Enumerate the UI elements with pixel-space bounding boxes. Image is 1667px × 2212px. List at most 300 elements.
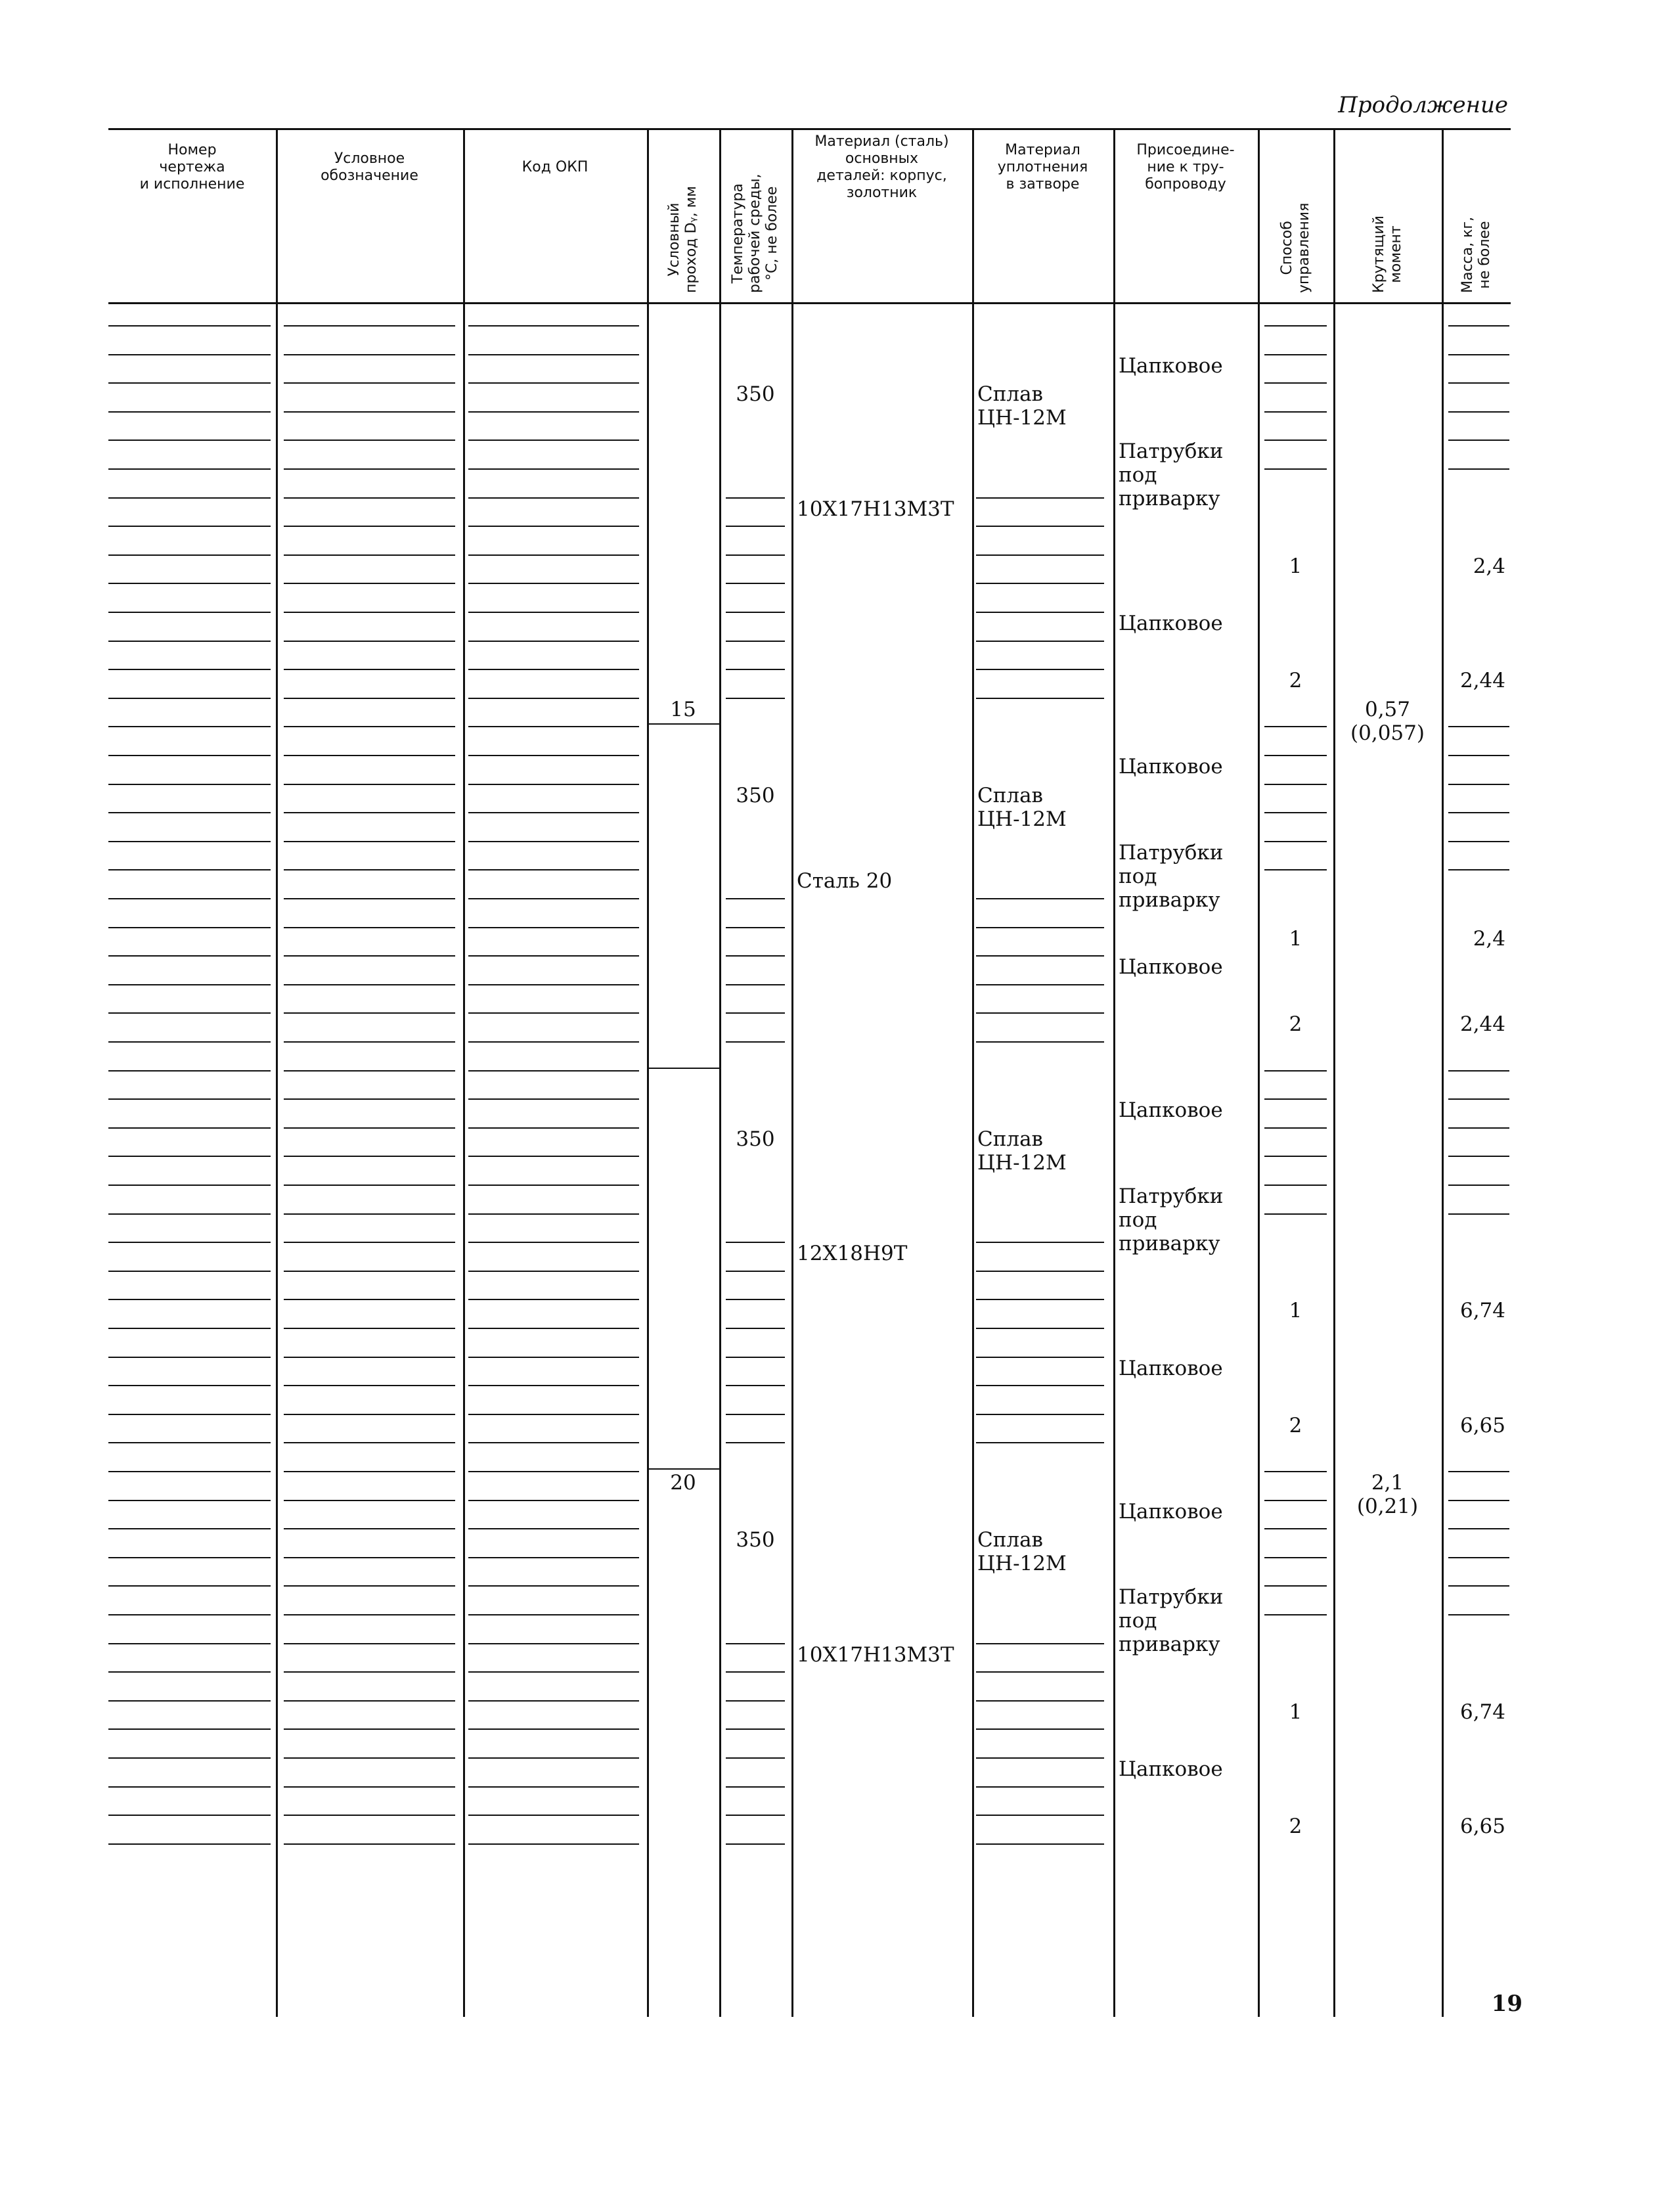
designation xyxy=(284,1414,455,1415)
control-method xyxy=(1264,755,1327,756)
designation xyxy=(284,841,455,842)
control-method xyxy=(1264,1557,1327,1558)
merged-mass: 2,4 xyxy=(1473,554,1505,578)
temperature xyxy=(726,1757,785,1759)
mass xyxy=(1448,1585,1509,1587)
temperature xyxy=(726,1815,785,1816)
merged-mat: 12Х18Н9Т xyxy=(797,1242,908,1266)
drawing-number xyxy=(108,984,271,985)
column-divider xyxy=(1333,128,1335,2017)
merged-conn: Цапковое xyxy=(1119,612,1223,635)
merged-ctl: 2 xyxy=(1289,1413,1302,1437)
drawing-number xyxy=(108,1012,271,1014)
drawing-number xyxy=(108,869,271,870)
mass xyxy=(1448,1098,1509,1100)
control-method xyxy=(1264,1156,1327,1157)
okp-code xyxy=(468,583,639,584)
control-method xyxy=(1264,1098,1327,1100)
seal-material xyxy=(976,1242,1104,1243)
mass xyxy=(1448,841,1509,842)
mass xyxy=(1448,755,1509,756)
temperature xyxy=(726,1357,785,1358)
okp-code xyxy=(468,1271,639,1272)
merged-temp: 350 xyxy=(736,1528,775,1552)
designation xyxy=(284,1471,455,1472)
okp-code xyxy=(468,1643,639,1644)
continuation-label: Продолжение xyxy=(1338,92,1508,118)
okp-code xyxy=(468,755,639,756)
drawing-number xyxy=(108,1299,271,1300)
drawing-number xyxy=(108,526,271,527)
okp-code xyxy=(468,1700,639,1702)
okp-code xyxy=(468,1671,639,1673)
group-rule xyxy=(647,1068,719,1069)
merged-conn: Цапковое xyxy=(1119,1098,1223,1123)
okp-code xyxy=(468,440,639,441)
merged-dn: 20 xyxy=(670,1471,696,1495)
temperature xyxy=(726,1271,785,1272)
drawing-number xyxy=(108,554,271,556)
okp-code xyxy=(468,497,639,499)
drawing-number xyxy=(108,1786,271,1788)
drawing-number xyxy=(108,440,271,441)
okp-code xyxy=(468,382,639,384)
temperature xyxy=(726,554,785,556)
okp-code xyxy=(468,1528,639,1529)
drawing-number xyxy=(108,1156,271,1157)
merged-mass: 2,4 xyxy=(1473,926,1505,951)
okp-code xyxy=(468,927,639,928)
merged-ctl: 1 xyxy=(1289,926,1302,951)
mass xyxy=(1448,1500,1509,1501)
control-method xyxy=(1264,1471,1327,1472)
drawing-number xyxy=(108,841,271,842)
column-divider xyxy=(647,128,649,2017)
seal-material xyxy=(976,955,1104,957)
seal-material xyxy=(976,1442,1104,1443)
okp-code xyxy=(468,1557,639,1558)
temperature xyxy=(726,641,785,642)
header-seal: Материал уплотнения в затворе xyxy=(997,142,1088,192)
designation xyxy=(284,1098,455,1100)
temperature xyxy=(726,1041,785,1043)
temperature xyxy=(726,1442,785,1443)
okp-code xyxy=(468,354,639,355)
temperature xyxy=(726,583,785,584)
drawing-number xyxy=(108,1328,271,1329)
designation xyxy=(284,1728,455,1730)
control-method xyxy=(1264,1185,1327,1186)
drawing-number xyxy=(108,1700,271,1702)
designation xyxy=(284,755,455,756)
mass xyxy=(1448,411,1509,413)
column-divider xyxy=(972,128,974,2017)
designation xyxy=(284,354,455,355)
seal-material xyxy=(976,1357,1104,1358)
merged-mass: 6,65 xyxy=(1459,1815,1505,1839)
mass xyxy=(1448,812,1509,813)
seal-material xyxy=(976,669,1104,670)
merged-conn: Цапковое xyxy=(1119,353,1223,378)
designation xyxy=(284,1614,455,1615)
seal-material xyxy=(976,1671,1104,1673)
seal-material xyxy=(976,1815,1104,1816)
header-connection: Присоедине- ние к тру- бопроводу xyxy=(1136,142,1235,192)
merged-mass: 6,74 xyxy=(1459,1299,1505,1323)
okp-code xyxy=(468,1070,639,1072)
drawing-number xyxy=(108,1528,271,1529)
drawing-number xyxy=(108,325,271,327)
header-control: Способ управления xyxy=(1278,202,1312,293)
drawing-number xyxy=(108,497,271,499)
designation xyxy=(284,1757,455,1759)
okp-code xyxy=(468,468,639,470)
okp-code xyxy=(468,612,639,613)
temperature xyxy=(726,669,785,670)
designation xyxy=(284,1127,455,1129)
merged-conn: Патрубки под приварку xyxy=(1119,1585,1224,1657)
designation xyxy=(284,1213,455,1215)
mass xyxy=(1448,1185,1509,1186)
drawing-number xyxy=(108,1671,271,1673)
okp-code xyxy=(468,1012,639,1014)
okp-code xyxy=(468,984,639,985)
merged-dn: 15 xyxy=(670,697,696,721)
seal-material xyxy=(976,1643,1104,1644)
control-method xyxy=(1264,1585,1327,1587)
page-number: 19 xyxy=(1491,1991,1523,2017)
drawing-number xyxy=(108,1357,271,1358)
mass xyxy=(1448,325,1509,327)
drawing-number xyxy=(108,1070,271,1072)
seal-material xyxy=(976,1843,1104,1845)
drawing-number xyxy=(108,1643,271,1644)
okp-code xyxy=(468,411,639,413)
designation xyxy=(284,1271,455,1272)
mass xyxy=(1448,784,1509,785)
drawing-number xyxy=(108,1242,271,1243)
mass xyxy=(1448,1156,1509,1157)
designation xyxy=(284,1442,455,1443)
designation xyxy=(284,812,455,813)
temperature xyxy=(726,984,785,985)
header-temp: Температура рабочей среды, °C, не более xyxy=(730,173,780,293)
drawing-number xyxy=(108,612,271,613)
merged-torque: 2,1 (0,21) xyxy=(1356,1471,1419,1518)
designation xyxy=(284,955,455,957)
okp-code xyxy=(468,1328,639,1329)
okp-code xyxy=(468,669,639,670)
seal-material xyxy=(976,497,1104,499)
okp-code xyxy=(468,325,639,327)
control-method xyxy=(1264,325,1327,327)
control-method xyxy=(1264,869,1327,870)
drawing-number xyxy=(108,1127,271,1129)
okp-code xyxy=(468,526,639,527)
okp-code xyxy=(468,554,639,556)
control-method xyxy=(1264,1070,1327,1072)
designation xyxy=(284,497,455,499)
merged-conn: Цапковое xyxy=(1119,755,1223,779)
designation xyxy=(284,984,455,985)
designation xyxy=(284,612,455,613)
temperature xyxy=(726,1700,785,1702)
merged-mat: 10Х17Н13М3Т xyxy=(797,1642,954,1667)
designation xyxy=(284,1242,455,1243)
designation xyxy=(284,1700,455,1702)
designation xyxy=(284,1357,455,1358)
okp-code xyxy=(468,726,639,727)
drawing-number xyxy=(108,1185,271,1186)
control-method xyxy=(1264,1213,1327,1215)
designation xyxy=(284,1156,455,1157)
okp-code xyxy=(468,1357,639,1358)
okp-code xyxy=(468,1843,639,1845)
seal-material xyxy=(976,927,1104,928)
control-method xyxy=(1264,841,1327,842)
seal-material xyxy=(976,1328,1104,1329)
designation xyxy=(284,526,455,527)
seal-material xyxy=(976,1700,1104,1702)
control-method xyxy=(1264,1528,1327,1529)
okp-code xyxy=(468,784,639,785)
drawing-number xyxy=(108,1041,271,1043)
drawing-number xyxy=(108,1557,271,1558)
designation xyxy=(284,1012,455,1014)
drawing-number xyxy=(108,1728,271,1730)
drawing-number xyxy=(108,1815,271,1816)
control-method xyxy=(1264,468,1327,470)
designation xyxy=(284,898,455,899)
okp-code xyxy=(468,1414,639,1415)
merged-mat: Сталь 20 xyxy=(797,869,893,893)
seal-material xyxy=(976,984,1104,985)
merged-ctl: 2 xyxy=(1289,669,1302,693)
header-mass: Масса, кг, не более xyxy=(1459,217,1493,293)
seal-material xyxy=(976,554,1104,556)
drawing-number xyxy=(108,784,271,785)
designation xyxy=(284,669,455,670)
mass xyxy=(1448,869,1509,870)
okp-code xyxy=(468,1185,639,1186)
merged-conn: Патрубки под приварку xyxy=(1119,840,1224,912)
seal-material xyxy=(976,698,1104,699)
temperature xyxy=(726,1728,785,1730)
seal-material xyxy=(976,1299,1104,1300)
okp-code xyxy=(468,898,639,899)
merged-mass: 6,65 xyxy=(1459,1413,1505,1437)
okp-code xyxy=(468,1471,639,1472)
drawing-number xyxy=(108,755,271,756)
mass xyxy=(1448,468,1509,470)
merged-seal: Сплав ЦН-12М xyxy=(977,382,1067,430)
drawing-number xyxy=(108,698,271,699)
merged-seal: Сплав ЦН-12М xyxy=(977,1127,1067,1175)
mass xyxy=(1448,1213,1509,1215)
seal-material xyxy=(976,1041,1104,1043)
mass xyxy=(1448,1471,1509,1472)
temperature xyxy=(726,955,785,957)
drawing-number xyxy=(108,1385,271,1386)
okp-code xyxy=(468,1728,639,1730)
temperature xyxy=(726,1385,785,1386)
seal-material xyxy=(976,1786,1104,1788)
drawing-number xyxy=(108,1213,271,1215)
designation xyxy=(284,1671,455,1673)
designation xyxy=(284,583,455,584)
okp-code xyxy=(468,841,639,842)
temperature xyxy=(726,1299,785,1300)
drawing-number xyxy=(108,1442,271,1443)
seal-material xyxy=(976,612,1104,613)
drawing-number xyxy=(108,1471,271,1472)
drawing-number xyxy=(108,382,271,384)
group-rule xyxy=(647,1468,719,1470)
merged-seal: Сплав ЦН-12М xyxy=(977,1528,1067,1576)
designation xyxy=(284,1843,455,1845)
column-divider xyxy=(463,128,465,2017)
group-rule xyxy=(647,723,719,725)
seal-material xyxy=(976,1728,1104,1730)
column-divider xyxy=(791,128,793,2017)
designation xyxy=(284,1328,455,1329)
designation xyxy=(284,468,455,470)
merged-ctl: 1 xyxy=(1289,1299,1302,1323)
designation xyxy=(284,1643,455,1644)
okp-code xyxy=(468,1757,639,1759)
okp-code xyxy=(468,1213,639,1215)
okp-code xyxy=(468,1098,639,1100)
control-method xyxy=(1264,354,1327,355)
temperature xyxy=(726,1328,785,1329)
drawing-number xyxy=(108,641,271,642)
drawing-number xyxy=(108,1271,271,1272)
temperature xyxy=(726,898,785,899)
seal-material xyxy=(976,1414,1104,1415)
mass xyxy=(1448,440,1509,441)
merged-conn: Патрубки под приварку xyxy=(1119,1185,1224,1255)
seal-material xyxy=(976,1757,1104,1759)
okp-code xyxy=(468,1500,639,1501)
merged-conn: Цапковое xyxy=(1119,955,1223,980)
control-method xyxy=(1264,726,1327,727)
header-dn: Условный проход Dᵧ, мм xyxy=(666,186,700,293)
column-divider xyxy=(719,128,721,2017)
designation xyxy=(284,1041,455,1043)
control-method xyxy=(1264,440,1327,441)
designation xyxy=(284,440,455,441)
drawing-number xyxy=(108,812,271,813)
designation xyxy=(284,411,455,413)
drawing-number xyxy=(108,1414,271,1415)
temperature xyxy=(726,1414,785,1415)
merged-seal: Сплав ЦН-12М xyxy=(977,783,1067,831)
okp-code xyxy=(468,1442,639,1443)
designation xyxy=(284,325,455,327)
merged-ctl: 2 xyxy=(1289,1815,1302,1839)
drawing-number xyxy=(108,1843,271,1845)
temperature xyxy=(726,1671,785,1673)
merged-conn: Патрубки под приварку xyxy=(1119,440,1224,511)
mass xyxy=(1448,1557,1509,1558)
okp-code xyxy=(468,1385,639,1386)
drawing-number xyxy=(108,1614,271,1615)
merged-temp: 350 xyxy=(736,382,775,407)
merged-conn: Цапковое xyxy=(1119,1499,1223,1524)
drawing-number xyxy=(108,1500,271,1501)
designation xyxy=(284,1585,455,1587)
merged-torque: 0,57 (0,057) xyxy=(1350,697,1425,745)
column-divider xyxy=(1442,128,1444,2017)
header-drawing: Номер чертежа и исполнение xyxy=(139,142,245,192)
designation xyxy=(284,1070,455,1072)
designation xyxy=(284,1786,455,1788)
temperature xyxy=(726,927,785,928)
merged-mass: 2,44 xyxy=(1459,669,1505,693)
designation xyxy=(284,1185,455,1186)
header-material: Материал (сталь) основных деталей: корпус, золотник xyxy=(814,133,949,201)
designation xyxy=(284,1557,455,1558)
seal-material xyxy=(976,1012,1104,1014)
seal-material xyxy=(976,641,1104,642)
drawing-number xyxy=(108,898,271,899)
designation xyxy=(284,1528,455,1529)
okp-code xyxy=(468,1585,639,1587)
seal-material xyxy=(976,583,1104,584)
temperature xyxy=(726,612,785,613)
merged-conn: Цапковое xyxy=(1119,1356,1223,1380)
header-designation: Условное обозначение xyxy=(321,150,418,184)
okp-code xyxy=(468,812,639,813)
merged-temp: 350 xyxy=(736,1127,775,1151)
temperature xyxy=(726,497,785,499)
header-okp: Код ОКП xyxy=(522,159,589,175)
okp-code xyxy=(468,641,639,642)
header-bottom-rule xyxy=(108,302,1511,304)
drawing-number xyxy=(108,927,271,928)
designation xyxy=(284,726,455,727)
temperature xyxy=(726,526,785,527)
okp-code xyxy=(468,1127,639,1129)
merged-mat: 10Х17Н13М3Т xyxy=(797,497,954,521)
designation xyxy=(284,1299,455,1300)
drawing-number xyxy=(108,955,271,957)
mass xyxy=(1448,1528,1509,1529)
temperature xyxy=(726,1843,785,1845)
drawing-number xyxy=(108,726,271,727)
drawing-number xyxy=(108,583,271,584)
okp-code xyxy=(468,1299,639,1300)
merged-conn: Цапковое xyxy=(1119,1757,1223,1781)
okp-code xyxy=(468,1815,639,1816)
column-divider xyxy=(276,128,278,2017)
okp-code xyxy=(468,1614,639,1615)
okp-code xyxy=(468,955,639,957)
merged-ctl: 1 xyxy=(1289,1700,1302,1724)
drawing-number xyxy=(108,354,271,355)
temperature xyxy=(726,1786,785,1788)
temperature xyxy=(726,1643,785,1644)
control-method xyxy=(1264,1127,1327,1129)
mass xyxy=(1448,1614,1509,1615)
table-top-rule xyxy=(108,128,1511,130)
temperature xyxy=(726,1242,785,1243)
mass xyxy=(1448,354,1509,355)
drawing-number xyxy=(108,411,271,413)
okp-code xyxy=(468,698,639,699)
okp-code xyxy=(468,1242,639,1243)
seal-material xyxy=(976,526,1104,527)
